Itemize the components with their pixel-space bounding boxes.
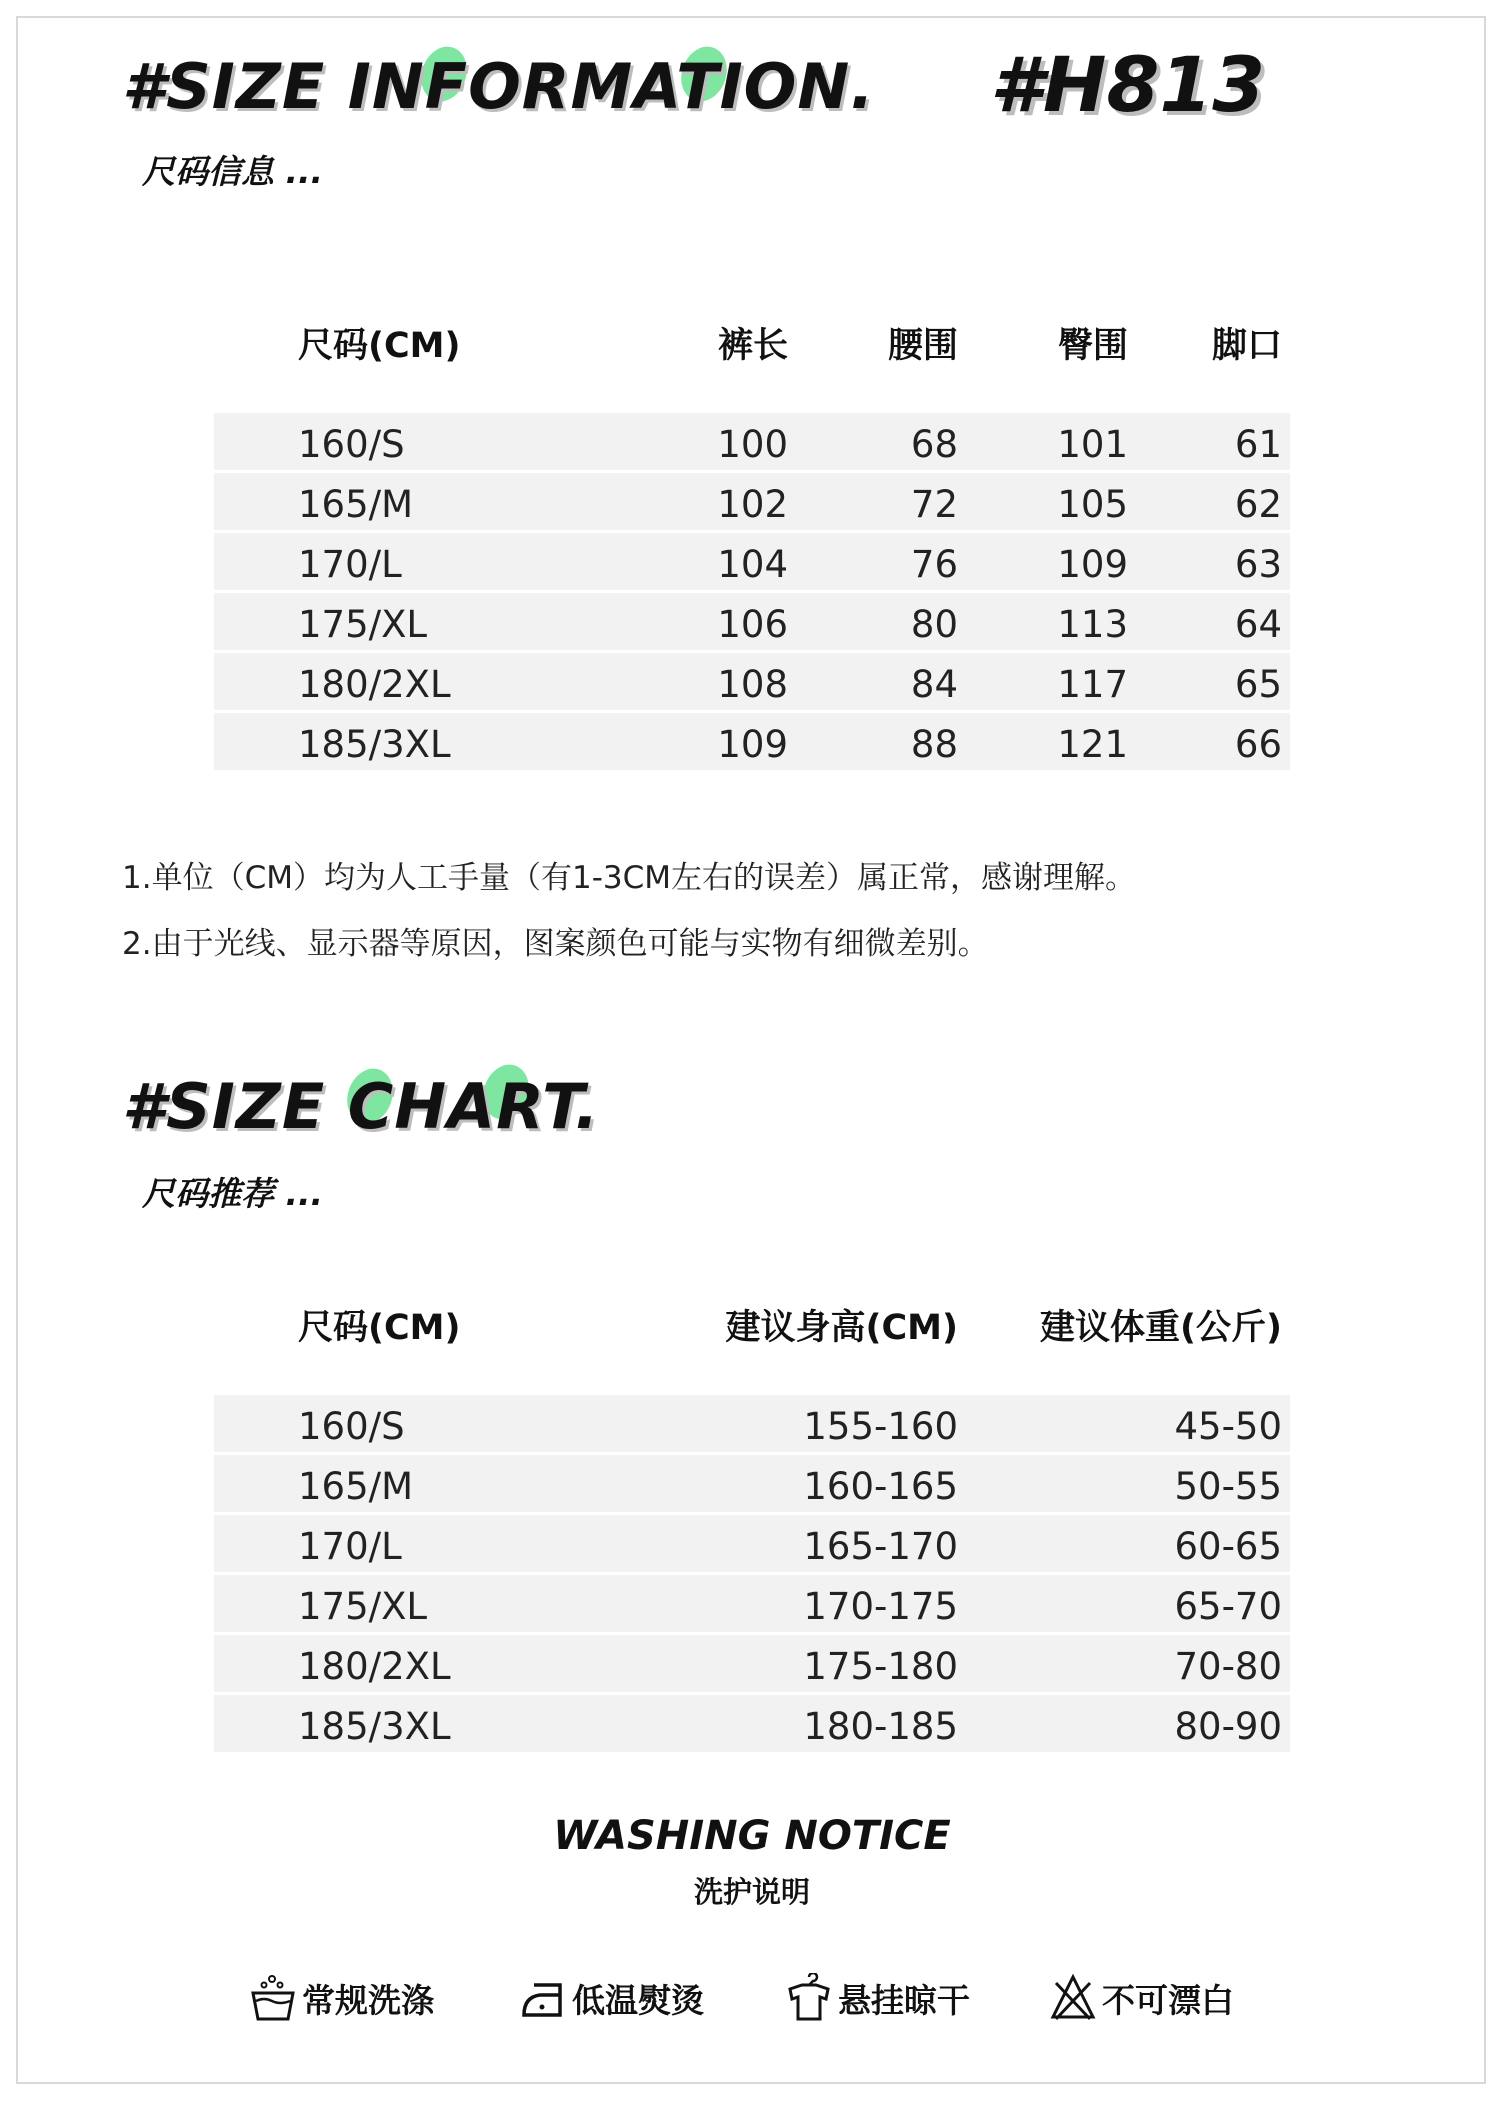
table-row	[214, 1695, 1290, 1752]
table-cell: 170/L	[298, 1525, 402, 1568]
title-text-3: N.	[797, 50, 875, 123]
table-cell: 108	[717, 663, 788, 706]
washing-title: WASHING NOTICE	[553, 1813, 951, 1859]
header-hip: 臀围	[1057, 326, 1128, 366]
product-code: #H813	[990, 40, 1266, 129]
table-cell: 165/M	[298, 483, 414, 526]
chart-title-text-1: #SIZE	[122, 1070, 348, 1143]
size-information-title	[122, 50, 875, 123]
table-cell: 175-180	[803, 1645, 958, 1688]
table-cell: 165/M	[298, 1465, 414, 1508]
size-info-table	[214, 318, 1290, 773]
table-cell: 88	[910, 723, 958, 766]
table-cell: 160/S	[298, 1405, 405, 1448]
table-cell: 104	[717, 543, 788, 586]
size-information-subtitle: 尺码信息 ...	[142, 152, 324, 191]
header-size: 尺码(CM)	[298, 326, 461, 366]
iron-icon	[520, 1973, 566, 2023]
table-cell: 50-55	[1174, 1465, 1282, 1508]
table-cell: 185/3XL	[298, 1705, 451, 1748]
header-size: 尺码(CM)	[298, 1308, 461, 1348]
size-info-body	[214, 413, 1290, 770]
table-cell: 113	[1057, 603, 1128, 646]
table-cell: 102	[717, 483, 788, 526]
care-item-iron	[520, 1968, 704, 2028]
table-cell: 160/S	[298, 423, 405, 466]
no-bleach-icon	[1050, 1973, 1096, 2023]
table-cell: 106	[717, 603, 788, 646]
table-cell: 105	[1057, 483, 1128, 526]
care-label-bleach: 不可漂白	[1102, 1980, 1234, 2020]
table-cell: 80	[910, 603, 958, 646]
table-cell: 66	[1234, 723, 1282, 766]
table-cell: 180/2XL	[298, 1645, 451, 1688]
title-letter-o: O	[468, 50, 522, 123]
table-cell: 155-160	[803, 1405, 958, 1448]
table-cell: 65	[1234, 663, 1282, 706]
table-cell: 68	[910, 423, 958, 466]
header-length: 裤长	[717, 326, 788, 366]
size-chart-subtitle: 尺码推荐 ...	[142, 1174, 324, 1213]
table-cell: 165-170	[803, 1525, 958, 1568]
table-cell: 170-175	[803, 1585, 958, 1628]
table-cell: 175/XL	[298, 1585, 428, 1628]
washing-subtitle: 洗护说明	[693, 1875, 810, 1909]
table-cell: 61	[1234, 423, 1282, 466]
wash-basin-icon	[250, 1973, 296, 2023]
table-cell: 64	[1234, 603, 1282, 646]
table-row	[214, 653, 1290, 710]
table-row	[214, 1575, 1290, 1632]
table-cell: 80-90	[1174, 1705, 1282, 1748]
table-cell: 175/XL	[298, 603, 428, 646]
care-label-iron: 低温熨烫	[572, 1980, 704, 2020]
table-cell: 101	[1057, 423, 1128, 466]
size-chart-table	[214, 1300, 1290, 1755]
table-row	[214, 1515, 1290, 1572]
table-cell: 100	[717, 423, 788, 466]
table-cell: 117	[1057, 663, 1128, 706]
table-cell: 121	[1057, 723, 1128, 766]
table-row	[214, 533, 1290, 590]
table-row	[214, 473, 1290, 530]
size-chart-body	[214, 1395, 1290, 1752]
care-item-bleach	[1050, 1968, 1234, 2028]
table-row	[214, 413, 1290, 470]
table-cell: 63	[1234, 543, 1282, 586]
table-cell: 109	[717, 723, 788, 766]
table-row	[214, 593, 1290, 650]
title-letter-o2: O	[743, 50, 798, 123]
table-cell: 185/3XL	[298, 723, 451, 766]
table-cell: 62	[1234, 483, 1282, 526]
table-cell: 180/2XL	[298, 663, 451, 706]
table-cell: 160-165	[803, 1465, 958, 1508]
table-cell: 170/L	[298, 543, 402, 586]
table-cell: 72	[910, 483, 958, 526]
care-label-hang: 悬挂晾干	[838, 1980, 970, 2020]
title-text-2: RMATI	[521, 50, 744, 123]
table-row	[214, 1455, 1290, 1512]
table-row	[214, 1395, 1290, 1452]
table-cell: 45-50	[1174, 1405, 1282, 1448]
size-chart-title	[122, 1070, 599, 1143]
size-chart-header-row	[214, 1300, 1290, 1360]
table-cell: 76	[910, 543, 958, 586]
table-row	[214, 713, 1290, 770]
table-cell: 180-185	[803, 1705, 958, 1748]
care-item-hang	[786, 1968, 970, 2028]
hang-dry-icon	[786, 1973, 832, 2023]
header-weight: 建议体重(公斤)	[1040, 1308, 1282, 1348]
table-cell: 84	[910, 663, 958, 706]
note-1: 1.单位（CM）均为人工手量（有1-3CM左右的误差）属正常，感谢理解。	[122, 860, 1136, 896]
size-info-header-row	[214, 318, 1290, 378]
title-text-1: #SIZE INF	[122, 50, 469, 123]
chart-title-text-2: CHART.	[347, 1070, 600, 1143]
table-cell: 109	[1057, 543, 1128, 586]
header-waist: 腰围	[887, 326, 958, 366]
table-cell: 60-65	[1174, 1525, 1282, 1568]
table-cell: 70-80	[1174, 1645, 1282, 1688]
table-row	[214, 1635, 1290, 1692]
table-cell: 65-70	[1174, 1585, 1282, 1628]
note-2: 2.由于光线、显示器等原因，图案颜色可能与实物有细微差别。	[122, 926, 989, 962]
header-height: 建议身高(CM)	[725, 1308, 958, 1348]
care-label-wash: 常规洗涤	[302, 1980, 434, 2020]
header-hem: 脚口	[1211, 326, 1282, 366]
care-item-wash	[250, 1968, 434, 2028]
